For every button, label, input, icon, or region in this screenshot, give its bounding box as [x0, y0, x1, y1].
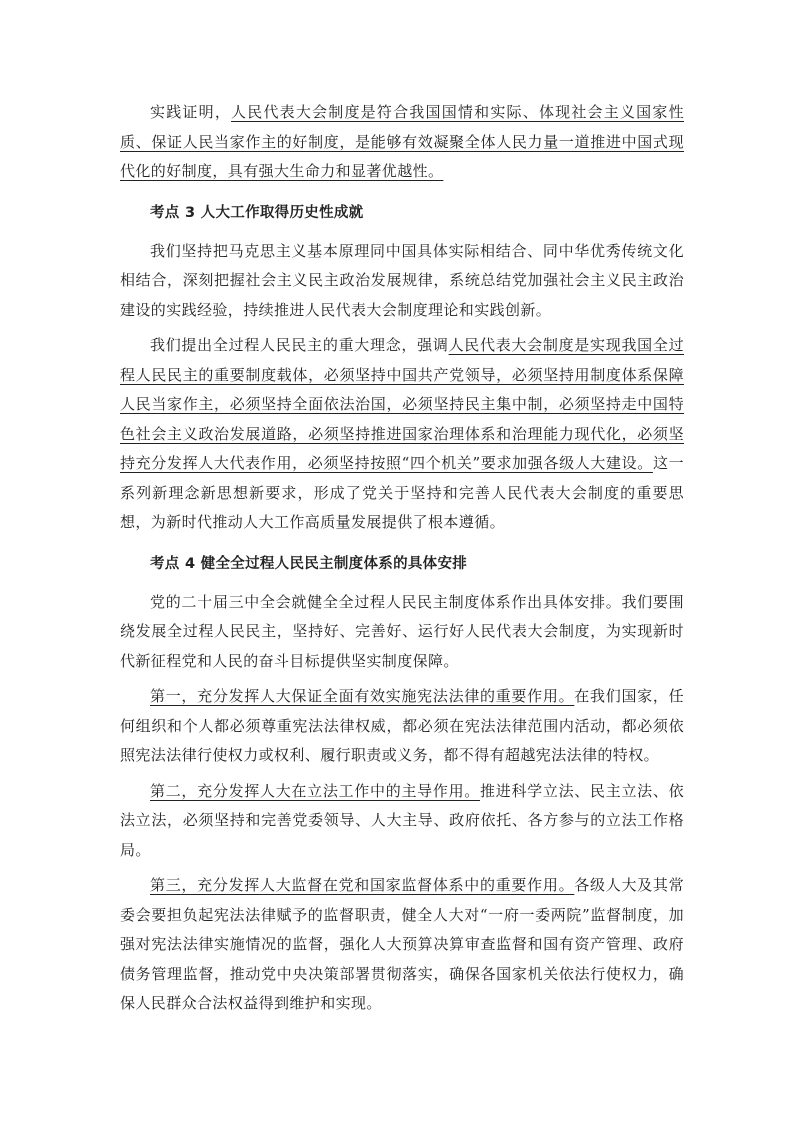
paragraph-tail: 推进科学立法、民主立法、依法立法，必须坚持和完善党委领导、人大主导、政府依托、各方参与的立法工作格局。: [120, 781, 684, 859]
underlined-key-point: 第二，充分发挥人大在立法工作中的主导作用。: [150, 781, 481, 800]
paragraph-tail: 这一系列新理念新思想新要求，形成了党关于坚持和完善人民代表大会制度的重要思想，为新时代推动人大工作高质量发展提供了根本遵循。: [120, 454, 684, 531]
paragraph-tail: 各级人大及其常委会要担负起宪法法律赋予的监督职责，健全人大对“一府一委两院”监督制度，加强对宪法法律实施情况的监督，强化人大预算决算审查监督和国有资产管理、政府债务管理监督，推动党中央决策部署贯彻落实，确保各国家机关依法行使权力，确保人民群众合法权益得到维护和实现。: [120, 876, 684, 1012]
underlined-key-point: 第一，充分发挥人大保证全面有效实施宪法法律的重要作用。: [150, 687, 575, 705]
paragraph-practice-proves: [120, 98, 684, 187]
paragraph-lead: 实践证明，: [150, 103, 232, 121]
paragraph-tail: 在我们国家，任何组织和个人都必须尊重宪法法律权威，都必须在宪法法律范围内活动，都必须依照宪法法律行使权力或权利、履行职责或义务，都不得有超越宪法法律的特权。: [120, 687, 684, 764]
underlined-key-point: 第三，充分发挥人大监督在党和国家监督体系中的重要作用。: [150, 876, 575, 894]
underlined-key-point: 人民代表大会制度是实现我国全过程人民民主的重要制度载体，必须坚持中国共产党领导，必须坚持用制度体系保障人民当家作主，必须坚持全面依法治国，必须坚持民主集中制，必须坚持走中国特色社会主义政治发展道路，必须坚持推进国家治理体系和治理能力现代化，必须坚持充分发挥人大代表作用，必须坚持按照“四个机关”要求加强各级人大建设。: [120, 336, 684, 472]
paragraph-persist: 我们坚持把马克思主义基本原理同中国具体实际相结合、同中华优秀传统文化相结合，深刻把握社会主义民主政治发展规律，系统总结党加强社会主义民主政治建设的实践经验，持续推进人民代表大会制度理论和实践创新。: [120, 241, 684, 319]
paragraph-third: [120, 871, 684, 1019]
paragraph-whole-process-democracy: [120, 331, 684, 538]
heading-point-4: 考点 4 健全全过程人民民主制度体系的具体安排: [150, 555, 468, 572]
underlined-key-point: 人民代表大会制度是符合我国国情和实际、体现社会主义国家性质、保证人民当家作主的好制度，是能够有效凝聚全体人民力量一道推进中国式现代化的好制度，具有强大生命力和显著优越性。: [120, 103, 684, 180]
paragraph-second: [120, 777, 684, 866]
paragraph-first: [120, 682, 684, 771]
paragraph-plenary-session: 党的二十届三中全会就健全全过程人民民主制度体系作出具体安排。我们要围绕发展全过程人民民主，坚持好、完善好、运行好人民代表大会制度，为实现新时代新征程党和人民的奋斗目标提供坚实制度保障。: [120, 592, 684, 670]
paragraph-lead: 我们提出全过程人民民主的重大理念，强调: [150, 336, 449, 354]
heading-point-3: 考点 3 人大工作取得历史性成就: [150, 204, 364, 221]
